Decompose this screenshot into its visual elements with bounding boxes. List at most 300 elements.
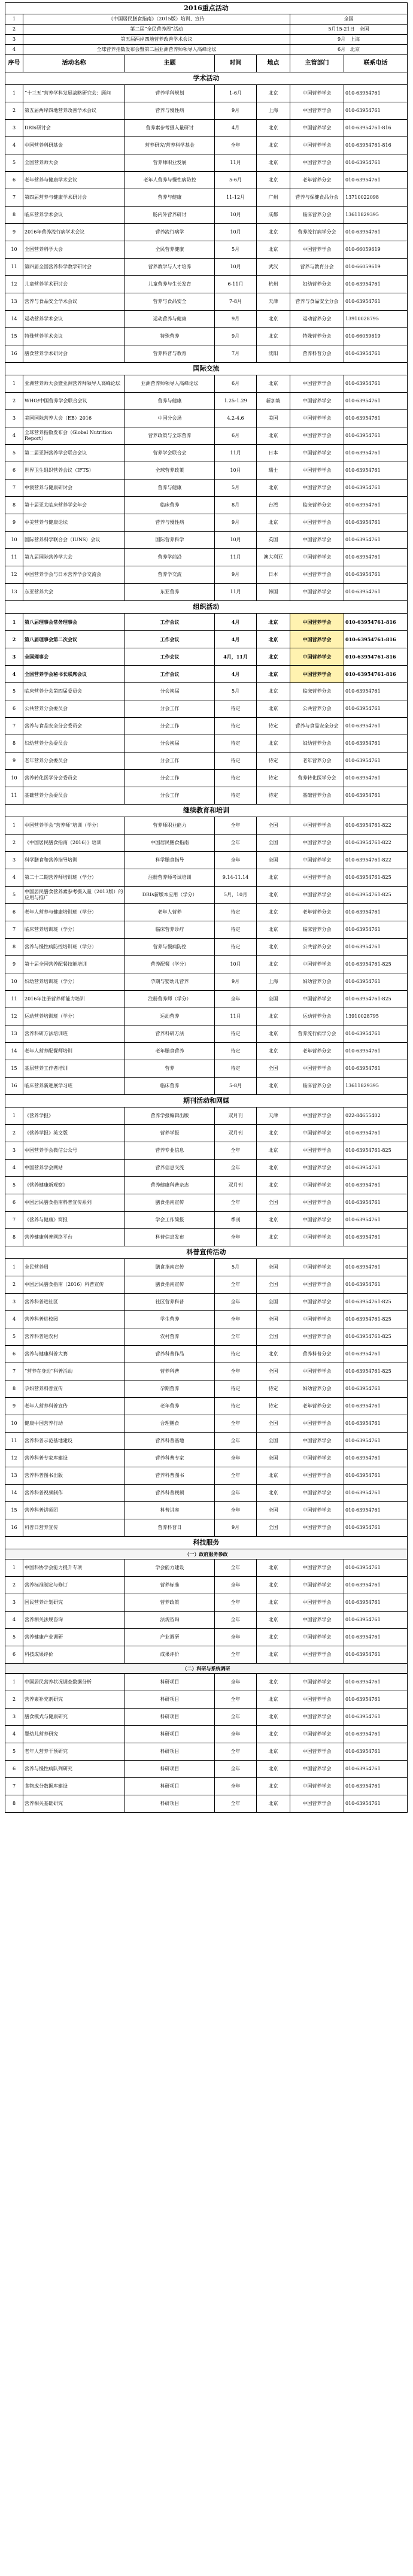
activity-contact: 010-63954761 xyxy=(344,1276,408,1294)
activity-row xyxy=(5,735,408,753)
activity-time: 5月，10月 xyxy=(215,887,257,904)
activity-place: 日本 xyxy=(257,445,290,462)
activity-department: 中国营养学会 xyxy=(290,817,344,835)
priority-item-topic: 全球营养指数发布会暨第二届亚洲营养师领导人高峰论坛 xyxy=(23,45,290,55)
activity-time: 待定 xyxy=(215,770,257,787)
activity-theme: 分会换届 xyxy=(125,683,215,700)
activity-row xyxy=(5,328,408,345)
activity-place: 北京 xyxy=(257,1559,290,1577)
activity-contact: 010-63954761 xyxy=(344,1398,408,1415)
activity-row xyxy=(5,1795,408,1813)
activity-place: 北京 xyxy=(257,648,290,666)
activity-row xyxy=(5,1328,408,1346)
activity-number: 5 xyxy=(5,154,23,172)
activity-department: 营养流行病学分会 xyxy=(290,224,344,241)
activity-theme: 老年人营养与慢性病防控 xyxy=(125,172,215,189)
activity-theme: 科研项目 xyxy=(125,1674,215,1691)
activity-theme: 营养学前沿 xyxy=(125,549,215,566)
activity-number: 10 xyxy=(5,770,23,787)
activity-department: 中国营养学会 xyxy=(290,1415,344,1433)
activity-time: 待定 xyxy=(215,1398,257,1415)
activity-contact: 010-63954761-825 xyxy=(344,887,408,904)
activity-row xyxy=(5,1398,408,1415)
activity-name: 营养与慢性病防控培训班（学分） xyxy=(23,939,125,956)
activity-place: 沈阳 xyxy=(257,345,290,363)
activity-place: 全国 xyxy=(257,1311,290,1328)
section-title: 继续教育和培训 xyxy=(5,805,408,817)
activity-name: 膳食模式与健康研究 xyxy=(23,1709,125,1726)
activity-contact: 010-63954761 xyxy=(344,753,408,770)
activity-contact: 010-63954761 xyxy=(344,1612,408,1629)
activity-row xyxy=(5,1761,408,1778)
activity-name: 膳食营养学术研讨会 xyxy=(23,345,125,363)
activity-place: 上海 xyxy=(257,102,290,120)
activity-time: 9月 xyxy=(215,566,257,584)
activity-contact: 010-63954761 xyxy=(344,1795,408,1813)
activity-time: 5月 xyxy=(215,480,257,497)
activity-row xyxy=(5,973,408,991)
activity-row xyxy=(5,1646,408,1664)
activity-row xyxy=(5,614,408,631)
activity-name: 《营养学报》英文版 xyxy=(23,1125,125,1142)
activity-theme: 营养政策与全球营养 xyxy=(125,427,215,445)
activity-number: 10 xyxy=(5,532,23,549)
activity-department: 中国营养学会 xyxy=(290,1160,344,1177)
activity-time: 5-6月 xyxy=(215,172,257,189)
activity-department: 公共营养分会 xyxy=(290,939,344,956)
activity-theme: 营养教学与人才培养 xyxy=(125,259,215,276)
activity-row xyxy=(5,1778,408,1795)
activity-contact: 010-63954761 xyxy=(344,462,408,480)
activity-theme: 老年膳食营养 xyxy=(125,1043,215,1060)
activity-name: 运动营养培训班（学分） xyxy=(23,1008,125,1025)
activity-place: 北京 xyxy=(257,1025,290,1043)
section-header-row xyxy=(5,601,408,614)
section-header-row xyxy=(5,1246,408,1259)
activity-time: 11月 xyxy=(215,445,257,462)
activity-department: 中国营养学会 xyxy=(290,1433,344,1450)
activity-number: 3 xyxy=(5,1594,23,1612)
activity-department: 中国营养学会 xyxy=(290,1577,344,1594)
activity-row xyxy=(5,1502,408,1519)
activity-row xyxy=(5,584,408,601)
activity-contact: 010-63954761 xyxy=(344,1709,408,1726)
activity-theme: 营养学交流 xyxy=(125,566,215,584)
activity-number: 6 xyxy=(5,700,23,718)
column-header-dept: 主管部门 xyxy=(290,55,344,72)
section-title: 期刊活动和网媒 xyxy=(5,1095,408,1108)
activity-contact: 010-63954761 xyxy=(344,224,408,241)
activity-time: 全年 xyxy=(215,1160,257,1177)
activity-theme: 工作会议 xyxy=(125,666,215,683)
activity-name: 亚洲营养师大会暨亚洲营养师领导人高峰论坛 xyxy=(23,375,125,393)
activity-name: 老年人营养干预研究 xyxy=(23,1743,125,1761)
activity-name: 营养科普图书出版 xyxy=(23,1467,125,1485)
activity-theme: 营养科普基地 xyxy=(125,1433,215,1450)
activity-department: 营养与食品安全分会 xyxy=(290,293,344,311)
section-header-row xyxy=(5,363,408,375)
activity-time: 10月 xyxy=(215,956,257,973)
activity-contact: 010-63954761 xyxy=(344,1415,408,1433)
activity-number: 14 xyxy=(5,311,23,328)
activity-place: 全国 xyxy=(257,1328,290,1346)
activity-theme: 儿童营养与生长发育 xyxy=(125,276,215,293)
activity-department: 中国营养学会 xyxy=(290,1194,344,1212)
activity-contact: 010-63954761 xyxy=(344,1125,408,1142)
activity-name: 科普日营养宣传 xyxy=(23,1519,125,1537)
activity-contact: 010-63954761 xyxy=(344,480,408,497)
activity-row xyxy=(5,1577,408,1594)
activity-contact: 010-63954761 xyxy=(344,1778,408,1795)
activity-row xyxy=(5,1415,408,1433)
activity-time: 全年 xyxy=(215,1294,257,1311)
activity-number: 6 xyxy=(5,462,23,480)
activity-time: 10月 xyxy=(215,532,257,549)
activity-contact: 010-63954761 xyxy=(344,1467,408,1485)
activity-theme: 营养与慢性病 xyxy=(125,514,215,532)
activity-number: 7 xyxy=(5,921,23,939)
activity-name: 营养科普进社区 xyxy=(23,1294,125,1311)
activity-number: 1 xyxy=(5,817,23,835)
activity-department: 中国营养学会 xyxy=(290,241,344,259)
activity-time: 5月 xyxy=(215,1259,257,1276)
activity-time: 双月刊 xyxy=(215,1108,257,1125)
activity-time: 全年 xyxy=(215,1691,257,1709)
activity-contact: 010-63954761 xyxy=(344,1380,408,1398)
activity-row xyxy=(5,631,408,648)
activity-row xyxy=(5,1229,408,1246)
activity-theme: 营养师职业发展 xyxy=(125,154,215,172)
activity-number: 2 xyxy=(5,1276,23,1294)
activity-row xyxy=(5,700,408,718)
activity-name: 基层营养工作者培训 xyxy=(23,1060,125,1078)
activity-place: 北京 xyxy=(257,1467,290,1485)
activity-theme: 工作会议 xyxy=(125,648,215,666)
activity-contact: 010-63954761-825 xyxy=(344,956,408,973)
activity-number: 8 xyxy=(5,939,23,956)
activity-time: 4月 xyxy=(215,631,257,648)
activity-theme: 营养科普 xyxy=(125,1363,215,1380)
activity-row xyxy=(5,224,408,241)
activity-department: 中国营养学会 xyxy=(290,1795,344,1813)
activity-row xyxy=(5,1612,408,1629)
priority-item-time-place: 全国 xyxy=(290,14,408,25)
activity-number: 1 xyxy=(5,1559,23,1577)
activity-name: 营养相关基础研究 xyxy=(23,1795,125,1813)
activity-number: 5 xyxy=(5,1328,23,1346)
activity-number: 12 xyxy=(5,1450,23,1467)
activity-name: 食物成分数据库建设 xyxy=(23,1778,125,1795)
activity-place: 北京 xyxy=(257,1485,290,1502)
activity-number: 2 xyxy=(5,1691,23,1709)
activity-department: 老年营养分会 xyxy=(290,1398,344,1415)
activity-place: 北京 xyxy=(257,85,290,102)
title-row xyxy=(5,3,408,14)
activity-name: 老年人营养与健康培训班（学分） xyxy=(23,904,125,921)
activity-contact: 010-63954761-825 xyxy=(344,1363,408,1380)
activity-place: 北京 xyxy=(257,311,290,328)
activity-place: 北京 xyxy=(257,735,290,753)
activity-theme: 营养素参考摄入量研讨 xyxy=(125,120,215,137)
priority-item-row xyxy=(5,45,408,55)
activity-theme: 营养学科规划 xyxy=(125,85,215,102)
activity-row xyxy=(5,241,408,259)
activity-place: 北京 xyxy=(257,1212,290,1229)
activity-department: 中国营养学会 xyxy=(290,869,344,887)
activity-department: 中国营养学会 xyxy=(290,1519,344,1537)
activity-row xyxy=(5,1177,408,1194)
activity-name: 老年营养分会委员会 xyxy=(23,753,125,770)
activity-department: 营养与保健食品分会 xyxy=(290,189,344,207)
activity-number: 13 xyxy=(5,1025,23,1043)
activity-department: 中国营养学会 xyxy=(290,648,344,666)
activity-theme: 特殊营养 xyxy=(125,328,215,345)
activity-name: 营养健康科普网络平台 xyxy=(23,1229,125,1246)
activity-number: 2 xyxy=(5,102,23,120)
activity-contact: 13611829395 xyxy=(344,1078,408,1095)
activity-theme: 营养科普图书 xyxy=(125,1467,215,1485)
activity-theme: DRIs新版本应用（学分） xyxy=(125,887,215,904)
activity-department: 中国营养学会 xyxy=(290,956,344,973)
activity-department: 营养与教育分会 xyxy=(290,259,344,276)
activity-department: 中国营养学会 xyxy=(290,1142,344,1160)
activity-theme: 营养与食品安全 xyxy=(125,293,215,311)
activity-department: 中国营养学会 xyxy=(290,1612,344,1629)
activity-name: 中国居民膳食指南科普宣传系列 xyxy=(23,1194,125,1212)
activity-row xyxy=(5,1212,408,1229)
activity-name: 特殊营养学术会议 xyxy=(23,328,125,345)
activity-row xyxy=(5,497,408,514)
activity-name: 第八届理事会常务理事会 xyxy=(23,614,125,631)
activity-time: 11月 xyxy=(215,584,257,601)
activity-place: 北京 xyxy=(257,956,290,973)
activity-time: 7-8月 xyxy=(215,293,257,311)
activity-number: 3 xyxy=(5,120,23,137)
activity-number: 2 xyxy=(5,835,23,852)
activity-time: 6-11月 xyxy=(215,276,257,293)
activity-row xyxy=(5,1108,408,1125)
activity-place: 北京 xyxy=(257,1761,290,1778)
activity-theme: 分会工作 xyxy=(125,700,215,718)
activity-row xyxy=(5,1709,408,1726)
activity-name: 中澳营养与健康研讨会 xyxy=(23,480,125,497)
activity-contact: 010-63954761 xyxy=(344,683,408,700)
activity-department: 中国营养学会 xyxy=(290,410,344,427)
activity-contact: 010-63954761-825 xyxy=(344,1328,408,1346)
activity-number: 8 xyxy=(5,1229,23,1246)
activity-time: 全年 xyxy=(215,1761,257,1778)
activity-contact: 010-63954761 xyxy=(344,735,408,753)
activity-number: 2 xyxy=(5,393,23,410)
activity-name: 孕妇营养科普宣传 xyxy=(23,1380,125,1398)
activity-place: 全国 xyxy=(257,1415,290,1433)
activity-name: 营养与食品安全分会委员会 xyxy=(23,718,125,735)
activity-row xyxy=(5,1433,408,1450)
activity-name: 营养健康产业调研 xyxy=(23,1629,125,1646)
activity-row xyxy=(5,939,408,956)
activity-time: 全年 xyxy=(215,1142,257,1160)
activity-contact: 010-63954761-822 xyxy=(344,835,408,852)
activity-row xyxy=(5,207,408,224)
activity-number: 5 xyxy=(5,1177,23,1194)
activity-number: 11 xyxy=(5,991,23,1008)
activity-department: 中国营养学会 xyxy=(290,1467,344,1485)
activity-theme: 学会工作简报 xyxy=(125,1212,215,1229)
activity-number: 16 xyxy=(5,345,23,363)
activity-name: 2016年营养流行病学术会议 xyxy=(23,224,125,241)
activity-theme: 营养学会联合会 xyxy=(125,445,215,462)
activity-department: 营养科普分会 xyxy=(290,345,344,363)
activity-theme: 科研项目 xyxy=(125,1795,215,1813)
activity-place: 待定 xyxy=(257,787,290,805)
activity-name: 妇幼营养分会委员会 xyxy=(23,735,125,753)
activity-contact: 010-63954761 xyxy=(344,293,408,311)
activity-place: 美国 xyxy=(257,410,290,427)
section-header-row xyxy=(5,1537,408,1549)
activity-time: 全年 xyxy=(215,1194,257,1212)
activity-row xyxy=(5,1380,408,1398)
activity-place: 待定 xyxy=(257,753,290,770)
activity-contact: 13910028795 xyxy=(344,1008,408,1025)
activity-time: 4月 xyxy=(215,666,257,683)
priority-item-topic: 第二届“全民营养周”活动 xyxy=(23,25,290,35)
activity-department: 中国营养学会 xyxy=(290,102,344,120)
activity-contact: 010-63954761 xyxy=(344,1761,408,1778)
activity-row xyxy=(5,718,408,735)
activity-place: 全国 xyxy=(257,1433,290,1450)
activity-theme: 营养专业信息 xyxy=(125,1142,215,1160)
activity-department: 中国营养学会 xyxy=(290,514,344,532)
activity-number: 9 xyxy=(5,224,23,241)
activity-contact: 010-63954761-825 xyxy=(344,1311,408,1328)
activity-time: 11月 xyxy=(215,154,257,172)
activity-theme: 营养 xyxy=(125,1060,215,1078)
activity-row xyxy=(5,869,408,887)
activity-row xyxy=(5,1311,408,1328)
activity-time: 9.14-11.14 xyxy=(215,869,257,887)
activity-theme: 营养健康科普杂志 xyxy=(125,1177,215,1194)
activity-theme: 农村营养 xyxy=(125,1328,215,1346)
activity-contact: 010-63954761 xyxy=(344,85,408,102)
activity-row xyxy=(5,1594,408,1612)
column-header-no: 序号 xyxy=(5,55,23,72)
activity-department: 营养流行病学分会 xyxy=(290,1025,344,1043)
activity-department: 中国营养学会 xyxy=(290,1363,344,1380)
activity-contact: 010-63954761 xyxy=(344,1559,408,1577)
activity-time: 5-8月 xyxy=(215,1078,257,1095)
activity-number: 4 xyxy=(5,137,23,154)
activity-department: 中国营养学会 xyxy=(290,1594,344,1612)
priority-item-time-place: 6月 北京 xyxy=(290,45,408,55)
activity-row xyxy=(5,852,408,869)
activity-place: 北京 xyxy=(257,1160,290,1177)
activity-theme: 膳食指南宣传 xyxy=(125,1276,215,1294)
activity-time: 全年 xyxy=(215,1559,257,1577)
activity-time: 双月刊 xyxy=(215,1125,257,1142)
activity-department: 妇幼营养分会 xyxy=(290,1380,344,1398)
activity-department: 中国营养学会 xyxy=(290,1259,344,1276)
activity-number: 8 xyxy=(5,735,23,753)
activity-row xyxy=(5,189,408,207)
activity-contact: 010-63954761 xyxy=(344,1160,408,1177)
activity-contact: 010-63954761-816 xyxy=(344,120,408,137)
activity-contact: 010-63954761 xyxy=(344,410,408,427)
activity-number: 5 xyxy=(5,1743,23,1761)
activity-time: 1-6月 xyxy=(215,85,257,102)
activity-name: 临床营养学术会议 xyxy=(23,207,125,224)
activity-time: 全年 xyxy=(215,1229,257,1246)
activity-place: 待定 xyxy=(257,718,290,735)
activity-row xyxy=(5,1008,408,1025)
activity-department: 公共营养分会 xyxy=(290,700,344,718)
activity-name: 东亚营养大会 xyxy=(23,584,125,601)
activity-row xyxy=(5,154,408,172)
activity-time: 全年 xyxy=(215,1795,257,1813)
activity-time: 7月 xyxy=(215,345,257,363)
activity-name: 公共营养分会委员会 xyxy=(23,700,125,718)
activity-number: 2 xyxy=(5,631,23,648)
activity-number: 6 xyxy=(5,172,23,189)
activity-contact: 010-63954761 xyxy=(344,1229,408,1246)
activity-time: 全年 xyxy=(215,1467,257,1485)
activity-department: 中国营养学会 xyxy=(290,1060,344,1078)
activity-department: 中国营养学会 xyxy=(290,137,344,154)
activity-place: 北京 xyxy=(257,120,290,137)
activity-place: 北京 xyxy=(257,939,290,956)
activity-place: 北京 xyxy=(257,887,290,904)
activity-time: 10月 xyxy=(215,224,257,241)
activity-number: 4 xyxy=(5,1612,23,1629)
activity-department: 临床营养分会 xyxy=(290,921,344,939)
activity-theme: 法规咨询 xyxy=(125,1612,215,1629)
activity-contact: 010-63954761 xyxy=(344,770,408,787)
activity-contact: 010-63954761-825 xyxy=(344,1142,408,1160)
activity-row xyxy=(5,648,408,666)
activity-theme: 分会工作 xyxy=(125,718,215,735)
activity-name: 美国国际营养大会（EB）2016 xyxy=(23,410,125,427)
activity-name: 第十届亚太临床营养学会年会 xyxy=(23,497,125,514)
activity-time: 全年 xyxy=(215,137,257,154)
activity-contact: 010-63954761 xyxy=(344,172,408,189)
activity-number: 3 xyxy=(5,1142,23,1160)
activity-number: 6 xyxy=(5,1194,23,1212)
activity-row xyxy=(5,393,408,410)
activity-place: 成都 xyxy=(257,207,290,224)
activity-row xyxy=(5,375,408,393)
activity-contact: 010-63954761 xyxy=(344,1025,408,1043)
activity-row xyxy=(5,85,408,102)
activity-number: 9 xyxy=(5,514,23,532)
activity-contact: 010-63954761 xyxy=(344,584,408,601)
activity-number: 3 xyxy=(5,1294,23,1311)
activity-number: 1 xyxy=(5,85,23,102)
activity-name: 全国营养师大会 xyxy=(23,154,125,172)
activity-name: 营养与健康科普大赛 xyxy=(23,1346,125,1363)
activity-contact: 010-63954761 xyxy=(344,787,408,805)
subsection-header-row xyxy=(5,1664,408,1674)
activity-place: 北京 xyxy=(257,1629,290,1646)
activity-theme: 科研项目 xyxy=(125,1743,215,1761)
activity-time: 4月，11月 xyxy=(215,648,257,666)
activity-name: 《营养健康新观察》 xyxy=(23,1177,125,1194)
activity-department: 中国营养学会 xyxy=(290,991,344,1008)
activity-time: 全年 xyxy=(215,1433,257,1450)
activity-contact: 010-63954761 xyxy=(344,514,408,532)
activity-department: 中国营养学会 xyxy=(290,1674,344,1691)
activity-contact: 010-63954761-822 xyxy=(344,817,408,835)
section-header-row xyxy=(5,1095,408,1108)
activity-name: 儿童营养学术研讨会 xyxy=(23,276,125,293)
